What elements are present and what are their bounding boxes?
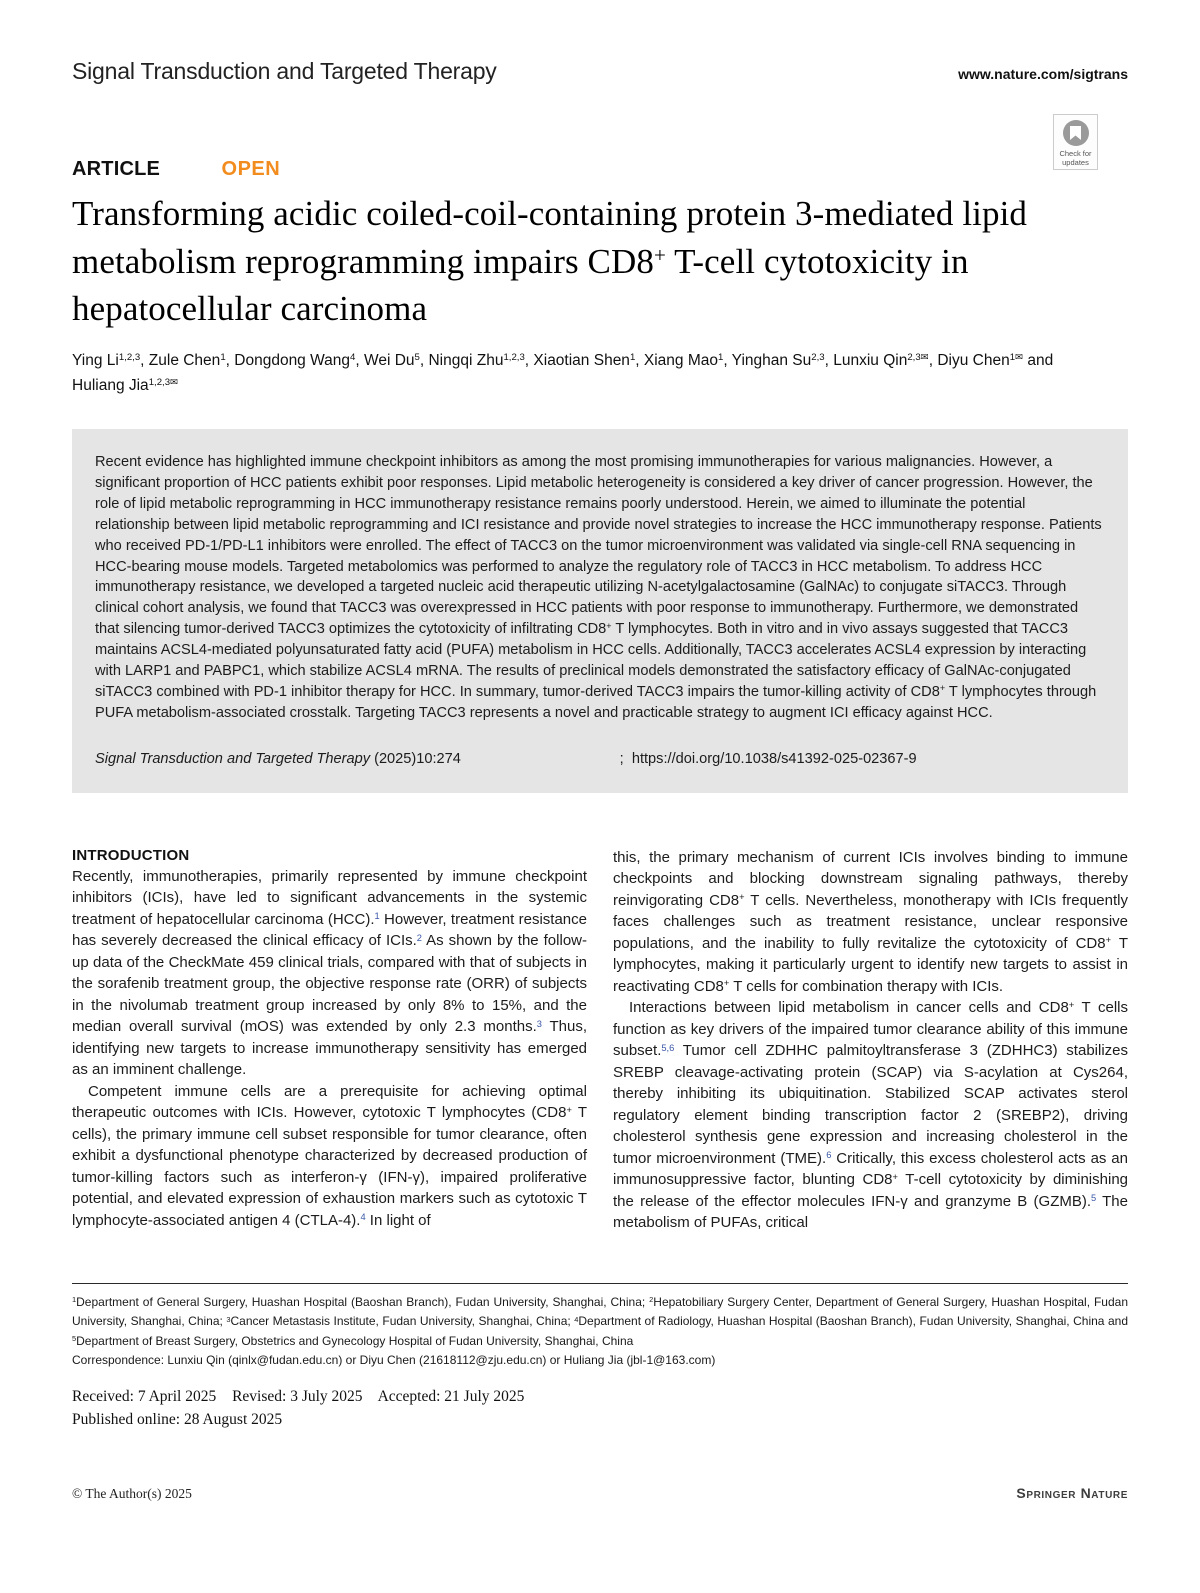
citation-journal-name: Signal Transduction and Targeted Therapy: [95, 750, 371, 767]
received-date: Received: 7 April 2025: [72, 1387, 217, 1405]
check-for-updates-badge[interactable]: [1053, 114, 1098, 170]
abstract-text: Recent evidence has highlighted immune checkpoint inhibitors as among the most promising immunotherapies for various malignancies. However, a significant proportion of HCC patients exhibit poor responses. Lipid metabolic heterogeneity is considered a key driver of cancer progression. However, the role of lipid metabolic reprogramming in HCC immunotherapy resistance remains poorly understood. Herein, we aimed to illuminate the potential relationship between lipid metabolic reprogramming and ICI resistance and provide novel strategies to increase the HCC immunotherapy response. Patients who received PD-1/PD-L1 inhibitors were enrolled. The effect of TACC3 on the tumor microenvironment was validated via single-cell RNA sequencing in HCC-bearing mouse models. Targeted metabolomics was performed to analyze the regulatory role of TACC3 in HCC metabolism. To address HCC immunotherapy resistance, we developed a targeted nucleic acid therapeutic utilizing N-acetylgalactosamine (GalNAc) to conjugate siTACC3. Through clinical cohort analysis, we found that TACC3 was overexpressed in HCC patients with poor response to immunotherapy. Furthermore, we demonstrated that silencing tumor-derived TACC3 optimizes the cytotoxicity of infiltrating CD8+ T lymphocytes. Both in vitro and in vivo assays suggested that TACC3 maintains ACSL4-mediated polyunsaturated fatty acid (PUFA) metabolism in HCC cells. Additionally, TACC3 accelerates ACSL4 expression by interacting with LARP1 and PABPC1, which stabilize ACSL4 mRNA. The results of preclinical models demonstrated the satisfactory efficacy of GalNAc-conjugated siTACC3 combined with PD-1 inhibitor therapy for HCC. In summary, tumor-derived TACC3 impairs the tumor-killing activity of CD8+ T lymphocytes through PUFA metabolism-associated crosstalk. Targeting TACC3 represents a novel and practicable strategy to augment ICI efficacy against HCC.: [95, 454, 1102, 721]
abstract-box: [72, 429, 1128, 793]
copyright-notice: © The Author(s) 2025: [72, 1485, 192, 1501]
published-date: Published online: 28 August 2025: [72, 1410, 283, 1428]
citation-row: [95, 751, 1104, 771]
bottom-row: [72, 1485, 1128, 1502]
crossmark-label-line1: Check for: [1059, 149, 1092, 158]
crossmark-icon: [1063, 120, 1089, 146]
intro-paragraph-3: this, the primary mechanism of current ICIs involves binding to immune checkpoints and blocking downstream signaling pathways, thereby reinvigorating CD8+ T cells. Nevertheless, monotherapy with ICIs frequently faces challenges such as treatment resistance, unclear responsive populations, and the inability to fully revitalize the cytotoxicity of CD8+ T lymphocytes, making it particularly urgent to identify new targets to assist in reactivating CD8+ T cells for combination therapy with ICIs.: [613, 848, 1128, 995]
journal-url-link[interactable]: www.nature.com/sigtrans: [958, 66, 1128, 82]
affiliations-footnote: $^1$Department of General Surgery, Huashan Hospital (Baoshan Branch), Fudan University, Shanghai, China; $^2$Hepatobiliary Surgery Center, Department of General Surgery, Huashan Hospital, Fudan University, Shanghai, China; $^3$Cancer Metastasis Institute, Fudan University, Shanghai, China; $^4$Department of Radiology, Huashan Hospital (Baoshan Branch), Fudan University, Shanghai, China and $^5$Department of Breast Surgery, Obstetrics and Gynecology Hospital of Fudan University, Shanghai, China: [72, 1294, 1128, 1348]
introduction-section: [72, 847, 1128, 1234]
article-title: Transforming acidic coiled-coil-containing protein 3-mediated lipid metabolism reprogramming impairs CD8+ T-cell cytotoxicity in hepatocellular carcinoma: [72, 194, 1028, 329]
citation-volume: (2025)10:274: [370, 750, 461, 767]
intro-paragraph-2: Competent immune cells are a prerequisite for achieving optimal therapeutic outcomes with ICIs. However, cytotoxic T lymphocytes (CD8+ T cells), the primary immune cell subset responsible for tumor clearance, often exhibit a dysfunctional phenotype characterized by decreased production of tumor-killing factors such as interferon-γ (IFN-γ), impaired proliferative potential, and elevated expression of exhaustion markers such as cytotoxic T lymphocyte-associated antigen 4 (CTLA-4).$^4$ In light of: [72, 1082, 587, 1229]
article-type-label: ARTICLE: [72, 158, 161, 180]
journal-header: [72, 58, 1128, 85]
intro-paragraph-1: Recently, immunotherapies, primarily represented by immune checkpoint inhibitors (ICIs), have led to significant advancements in the systemic treatment of hepatocellular carcinoma (HCC).$^1$ However, treatment resistance has severely decreased the clinical efficacy of ICIs.$^2$ As shown by the follow-up data of the CheckMate 459 clinical trials, compared with that of subjects in the sorafenib treatment group, the objective response rate (ORR) of subjects in the nivolumab treatment group increased by only 8% to 15%, and the median overall survival (mOS) was extended by only 2.3 months.$^3$ Thus, identifying new targets to increase immunotherapy sensitivity has emerged as an imminent challenge.: [72, 867, 587, 1079]
page-footer: [72, 1283, 1128, 1502]
right-column: [613, 847, 1128, 1234]
open-access-label: OPEN: [221, 158, 281, 180]
accepted-date: Accepted: 21 July 2025: [377, 1387, 525, 1405]
intro-paragraph-4: Interactions between lipid metabolism in cancer cells and CD8+ T cells function as key drivers of the impaired tumor clearance ability of this immune subset.$^{5,6}$ Tumor cell ZDHHC palmitoyltransferase 3 (ZDHHC3) stabilizes SREBP cleavage-activating protein (SCAP) via S-acylation at Cys264, thereby inhibiting its ubiquitination. Stabilized SCAP activates sterol regulatory element binding transcription factor 2 (SREBP2), driving cholesterol synthesis gene expression and increasing cholesterol in the tumor microenvironment (TME).$^6$ Critically, this excess cholesterol acts as an immunosuppressive factor, blunting CD8+ T-cell cytotoxicity by diminishing the release of the effector molecules IFN-γ and granzyme B (GZMB).$^5$ The metabolism of PUFAs, critical: [613, 999, 1129, 1232]
left-column: [72, 847, 587, 1234]
publisher-logo: Springer Nature: [1016, 1484, 1128, 1501]
crossmark-label-line2: updates: [1062, 158, 1089, 168]
article-type-row: [72, 158, 1128, 181]
correspondence-footnote: Correspondence: Lunxiu Qin (qinlx@fudan.edu.cn) or Diyu Chen (21618112@zju.edu.cn) or Huliang Jia (jbl-1@163.com): [72, 1353, 716, 1368]
history-dates: [72, 1388, 1128, 1406]
citation-text: [95, 751, 461, 767]
introduction-heading: INTRODUCTION: [72, 846, 190, 864]
revised-date: Revised: 3 July 2025: [232, 1387, 363, 1405]
journal-title: Signal Transduction and Targeted Therapy: [72, 58, 497, 84]
footnote-divider: [72, 1283, 1128, 1284]
author-list: Ying Li$^{1,2,3}$, Zule Chen$^1$, Dongdong Wang$^4$, Wei Du$^5$, Ningqi Zhu$^{1,2,3}$, Xiaotian Shen$^1$, Xiang Mao$^1$, Yinghan Su$^{2,3}$, Lunxiu Qin$^{2,3✉}$, Diyu Chen$^{1✉}$ and Huliang Jia$^{1,2,3✉}$: [72, 351, 1054, 394]
bookmark-icon: [1070, 126, 1081, 140]
crossmark-label: [1059, 149, 1091, 168]
doi-link[interactable]: ; https://doi.org/10.1038/s41392-025-02367-9: [619, 750, 917, 767]
